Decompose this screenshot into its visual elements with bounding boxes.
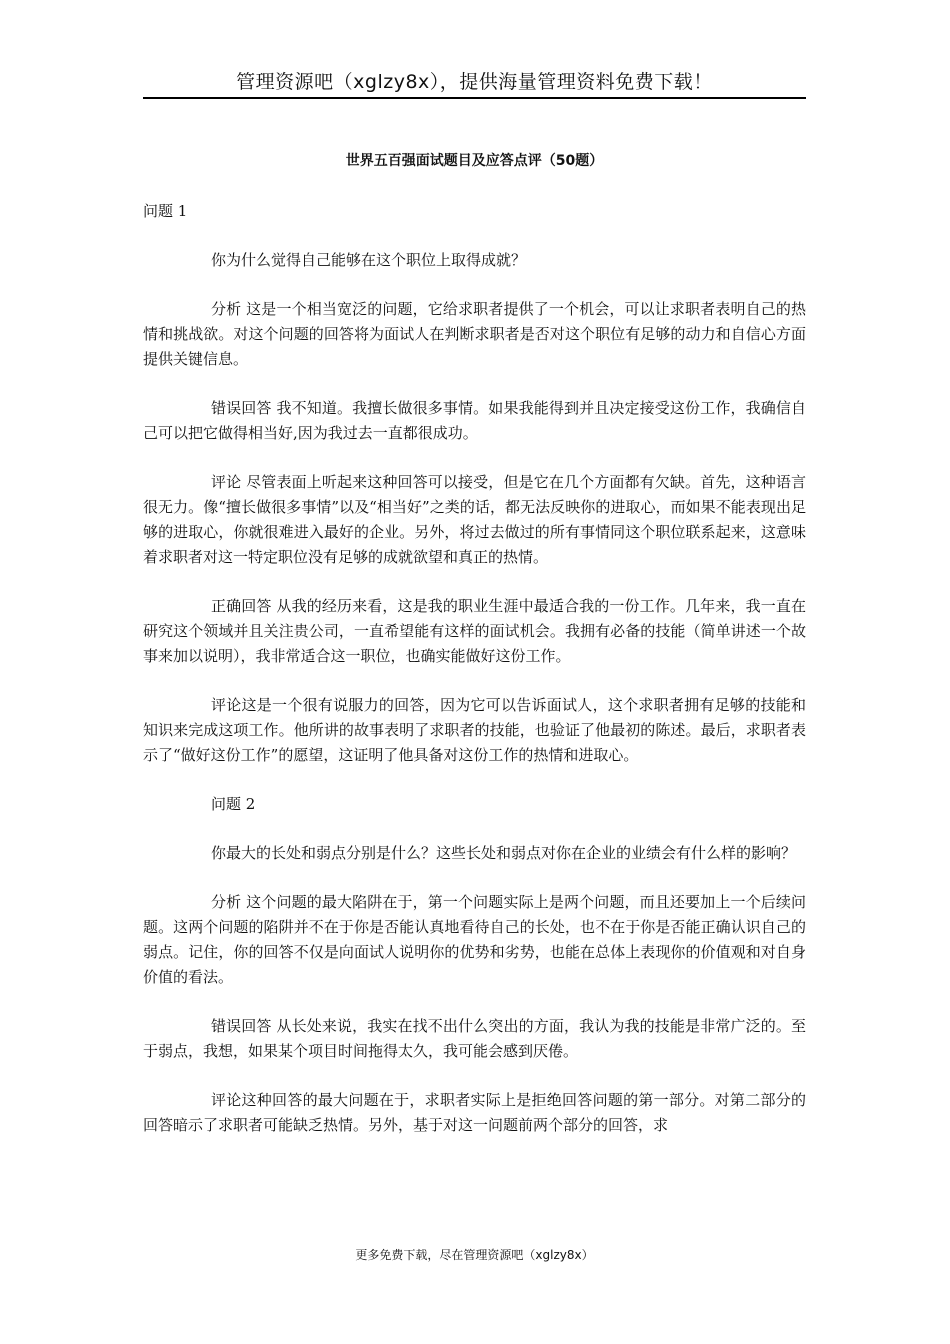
question-1-analysis: 分析 这是一个相当宽泛的问题，它给求职者提供了一个机会，可以让求职者表明自己的热情和挑战欲。对这个问题的回答将为面试人在判断求职者是否对这个职位有足够的动力和自信心方面提供关键信息。: [143, 300, 806, 368]
question-2-text: 你最大的长处和弱点分别是什么？这些长处和弱点对你在企业的业绩会有什么样的影响？: [211, 844, 797, 862]
document-body: [143, 199, 806, 1162]
question-1-correct-comment: 评论这是一个很有说服力的回答，因为它可以告诉面试人，这个求职者拥有足够的技能和知识来完成这项工作。他所讲的故事表明了求职者的技能，也验证了他最初的陈述。最后，求职者表示了“做好这份工作”的愿望，这证明了他具备对这份工作的热情和进取心。: [143, 696, 806, 764]
question-2-heading: 问题 2: [211, 795, 256, 813]
question-1-text: 你为什么觉得自己能够在这个职位上取得成就？: [211, 251, 527, 269]
question-2-analysis: 分析 这个问题的最大陷阱在于，第一个问题实际上是两个问题，而且还要加上一个后续问题。这两个问题的陷阱并不在于你是否能认真地看待自己的长处，也不在于你是否能正确认识自己的弱点。记住，你的回答不仅是向面试人说明你的优势和劣势，也能在总体上表现你的价值观和对自身价值的看法。: [143, 893, 806, 986]
question-1-wrong-comment: 评论 尽管表面上听起来这种回答可以接受，但是它在几个方面都有欠缺。首先，这种语言很无力。像“擅长做很多事情”以及“相当好”之类的话，都无法反映你的进取心，而如果不能表现出足够的进取心，你就很难进入最好的企业。另外，将过去做过的所有事情同这个职位联系起来，这意味着求职者对这一特定职位没有足够的成就欲望和真正的热情。: [143, 473, 806, 566]
page-header-banner: 管理资源吧（xglzy8x），提供海量管理资料免费下载！: [143, 70, 806, 99]
document-title: 世界五百强面试题目及应答点评（50题）: [345, 153, 604, 169]
page-footer: 更多免费下载，尽在管理资源吧（xglzy8x）: [355, 1248, 594, 1262]
question-2-wrong-answer: 错误回答 从长处来说，我实在找不出什么突出的方面，我认为我的技能是非常广泛的。至于弱点，我想，如果某个项目时间拖得太久，我可能会感到厌倦。: [143, 1017, 806, 1060]
question-1-heading: 问题 1: [143, 202, 188, 220]
question-2-wrong-comment: 评论这种回答的最大问题在于，求职者实际上是拒绝回答问题的第一部分。对第二部分的回答暗示了求职者可能缺乏热情。另外，基于对这一问题前两个部分的回答，求: [143, 1091, 806, 1134]
question-1-wrong-answer: 错误回答 我不知道。我擅长做很多事情。如果我能得到并且决定接受这份工作，我确信自己可以把它做得相当好,因为我过去一直都很成功。: [143, 399, 806, 442]
question-1-correct-answer: 正确回答 从我的经历来看，这是我的职业生涯中最适合我的一份工作。几年来，我一直在研究这个领域并且关注贵公司，一直希望能有这样的面试机会。我拥有必备的技能（简单讲述一个故事来加以说明），我非常适合这一职位，也确实能做好这份工作。: [143, 597, 806, 665]
